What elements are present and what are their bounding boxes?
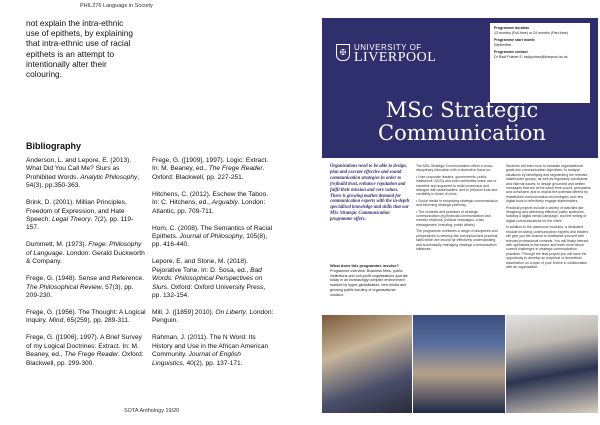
brochure-column-2	[416, 164, 502, 253]
bibliography-entry: Lepore, E. and Stone, M. (2018). Pejorative Tone. In: D. Sosa, ed., Bad Words: Philosophical Perspectives on Slurs. Oxford: Oxford University Press, pp. 132-154.	[152, 258, 266, 300]
bibliography-entry: Hitchens, C. (2012). Eschew the Taboo. In: C. Hitchens, ed., Arguably. London: Atlantic, pp. 709-711.	[152, 190, 269, 215]
photo-student-laptop	[413, 315, 505, 413]
brochure-column-3	[506, 164, 592, 271]
brochure-paragraph: In addition to the classroom modules, a dedicated module involving communication experts and leaders will give you the chance to familiarise yourself with relevant professional contexts. You will finally interact with specialists in the sector and learn more about current challenges in strategic communication practices. Through the final project you will have the opportunity to develop an empirical or theoretical dissertation on a topic of your choice in collaboration with an organisation.	[506, 225, 589, 269]
programme-info-panel	[490, 23, 590, 103]
brochure-title-line-2: Communication	[378, 121, 546, 145]
intro-paragraph: not explain the intra-ethnic use of epithets, by explaining that intra-ethnic use of racial epithets is an attempt to intentionally alter their colouring.	[26, 18, 134, 80]
bibliography-title: Bibliography	[26, 141, 82, 151]
brochure-lead-text: Organisations need to be able to design, plan and execute effective and sound communication strategies in order to (re)build trust, enhance reputation and fulfil their mission and core values. There is growing market demand for communication experts with the in-depth specialised knowledge and skills that our MSc Strategic Communication programme offers.	[330, 164, 410, 223]
photo-campus-building	[506, 315, 598, 413]
running-head: PHIL276 Language in Society	[80, 3, 153, 9]
brochure-paragraph: The MSc Strategic Communication offers a cross-disciplinary education with a distinctive focus on:	[416, 164, 494, 173]
essay-column	[26, 18, 308, 367]
bibliography-entry: Rahman, J. (2011). The N Word: Its History and Use in the African American Community. Journal of English Linguistics, 40(2), pp. 137-171.	[152, 334, 269, 367]
info-label: Programme contact	[494, 50, 528, 55]
info-value: September	[494, 42, 512, 47]
bibliography-entry: Frege, G. (1948). Sense and Reference. The Philosophical Review, 57(3), pp. 209-230.	[26, 275, 145, 300]
brochure-title-line-1: MSc Strategic	[385, 98, 539, 122]
brochure-photo-strip	[322, 315, 598, 413]
bibliography-entry: Anderson, L. and Lepore, E. (2013). What Did You Call Me? Slurs as Prohibited Words. Analytic Philosophy, 54(3), pp.350-363.	[26, 157, 140, 190]
crest-icon: ✠	[336, 44, 350, 61]
brochure-title	[332, 99, 592, 145]
bibliography-entry: Dummett, M. (1973). Frege: Philosophy of Language. London: Gerald Duckworth & Company.	[26, 241, 145, 266]
logo-university-text: UNIVERSITY OF	[354, 43, 422, 52]
bibliography-entry: Frege, G. ([1906], 1997). A Brief Survey of my Logical Doctrines: Extract. In: M. Beaney, ed., The Frege Reader. Oxford: Blackwell, pp. 299-300.	[26, 334, 144, 367]
info-label: Programme duration	[494, 26, 530, 30]
brochure-paragraph: • Social media in enhancing strategic communication and informing strategic planning.	[416, 198, 498, 208]
brochure-paragraph: Students will learn how to translate organisational goals into communication objectives; to analyse situations by identifying and segmenting the relevant stakeholder groups, as well as regulatory constraints and internal issues; to design grounded and written messages that are at the same time sound, persuasive and consistent; and to exploit the potential offered by established communication technologies and new digital tools to effectively engage stakeholders.	[506, 164, 592, 204]
brochure-overview	[330, 264, 410, 298]
bibliography-entry: Frege, G. (1956). The Thought: A Logical Inquiry. Mind, 65(259), pp. 289-311.	[26, 309, 146, 325]
brochure-paragraph: • How corporate leaders, governments, public institutions, NGOs and even celebrities make use of narrative and argument to build consensus and dialogue with stakeholders, and to (re)build trust and credibility in times of crisis.	[416, 174, 498, 197]
brochure-sub-heading: What does this programme involve?	[330, 263, 399, 268]
brochure-sub-text: Programme overview: Business firms, public institutions and non-profit organisations operate today in an increasingly complex environment marked by hyper-globalisation, new media and growing public scrutiny of organisational conduct.	[330, 268, 408, 297]
bibliography-column-1	[26, 157, 146, 377]
brochure-paragraph: • The contexts and practices of strategic communication (eg financial communication and investor relations; political campaigns; crisis management; branding; public affairs).	[416, 209, 491, 227]
logo-city-text: LIVERPOOL	[354, 50, 437, 65]
photo-students-discussion	[322, 315, 412, 413]
bibliography-entry: Mill, J. ([1859] 2010). On Liberty. London: Penguin.	[152, 309, 274, 325]
brochure-paragraph: Practical projects include a variety of activities like designing and delivering effective public speeches, building a digital media campaign, and the writing of digital communications for the client.	[506, 205, 587, 223]
programme-brochure-image	[322, 18, 598, 413]
bibliography-entry: Frege, G. ([1909], 1997). Logic: Extract. In: M. Beaney, ed., The Frege Reader. Oxford: Blackwell, pp. 227-251.	[152, 157, 269, 181]
info-value: Dr Radi Pulmer E: radipulmer@liverpool.ac.uk	[494, 54, 568, 59]
brochure-paragraph: The programme combines a range of disciplines and perspectives to develop the conceptual and practical skills which are crucial for effectively understanding and successfully managing strategic communication initiatives.	[416, 229, 498, 251]
bibliography-entry: Hom, C. (2008). The Semantics of Racial Epithets. Journal of Philosophy, 105(8), pp. 416-440.	[152, 224, 273, 249]
university-logo	[336, 44, 466, 64]
bibliography-entry: Brink, D. (2001). Millian Principles, Freedom of Expression, and Hate Speech. Legal Theory. 7(2), pp. 119-157.	[26, 199, 134, 232]
bibliography-column-2	[152, 157, 274, 377]
brochure-header-band	[322, 18, 598, 158]
info-value: 12 months (Full-time) or 24 months (Part-time)	[494, 30, 568, 35]
info-label: Programme start month	[494, 38, 535, 43]
page-footer: SOTA Anthology 19/20	[124, 408, 180, 414]
